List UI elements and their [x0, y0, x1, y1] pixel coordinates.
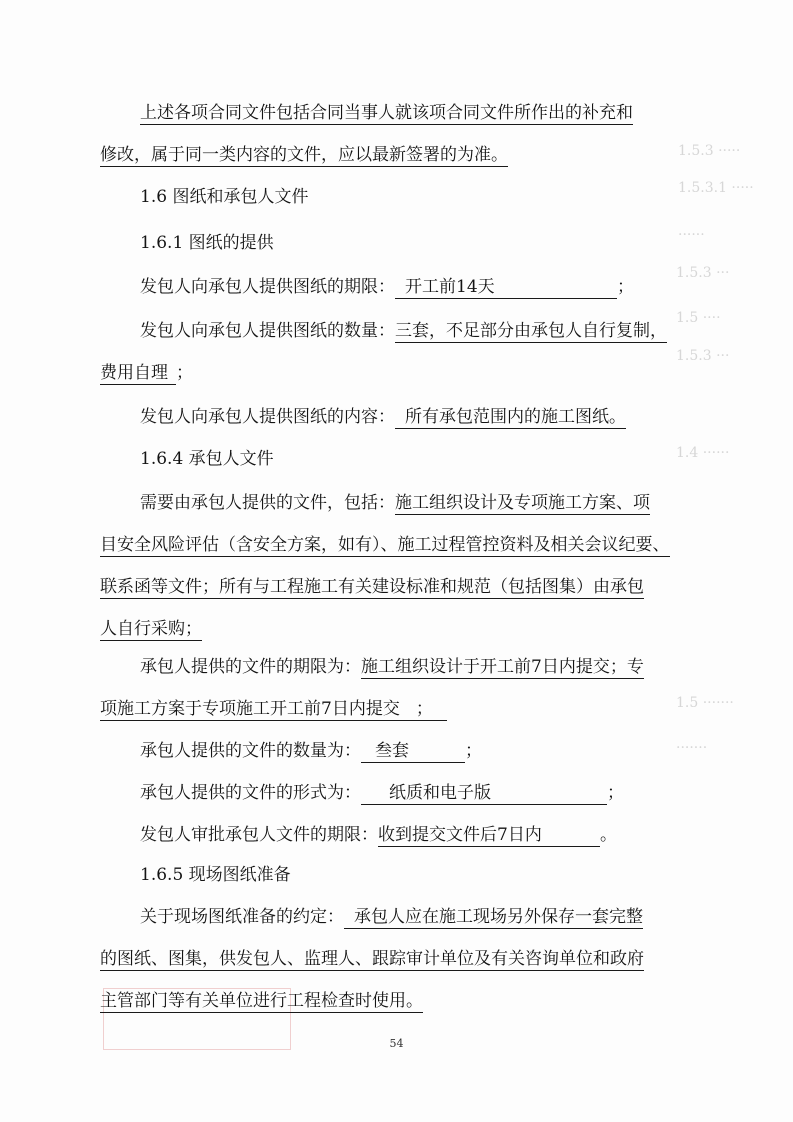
docs-quantity-row: 承包人提供的文件的数量为： 叁套 ； [140, 741, 482, 761]
drawing-quantity-value: 三套，不足部分由承包人自行复制， [395, 321, 667, 341]
docs-quantity-value: 叁套 [361, 741, 465, 763]
section-heading-1-6-5: 1.6.5 现场图纸准备 [140, 865, 291, 885]
page-number: 54 [389, 1037, 404, 1050]
site-drawing-agreement-row-3: 主管部门等有关单位进行工程检查时使用。 [100, 991, 423, 1011]
docs-form-row: 承包人提供的文件的形式为： 纸质和电子版 ； [140, 783, 624, 803]
drawing-quantity-row-2: 费用自理 ； [100, 363, 193, 383]
drawing-period-value: 开工前14天 [395, 277, 617, 299]
intro-line-2: 修改，属于同一类内容的文件，应以最新签署的为准。 [100, 145, 508, 165]
drawing-period-row: 发包人向承包人提供图纸的期限： 开工前14天 ； [140, 277, 634, 297]
docs-approval-row: 发包人审批承包人文件的期限：收到提交文件后7日内 。 [140, 825, 617, 845]
contractor-docs-row: 需要由承包人提供的文件，包括：施工组织设计及专项施工方案、项 [140, 493, 650, 513]
docs-form-value: 纸质和电子版 [361, 783, 607, 805]
site-drawing-agreement-row: 关于现场图纸准备的约定： 承包人应在施工现场另外保存一套完整 [140, 907, 643, 927]
docs-approval-value: 收到提交文件后7日内 [378, 825, 600, 847]
contractor-docs-row-4: 人自行采购； [100, 619, 202, 639]
drawing-quantity-row: 发包人向承包人提供图纸的数量：三套，不足部分由承包人自行复制， [140, 321, 667, 341]
section-heading-1-6-4: 1.6.4 承包人文件 [140, 449, 274, 469]
intro-line-1: 上述各项合同文件包括合同当事人就该项合同文件所作出的补充和 [140, 103, 633, 123]
drawing-content-value: 所有承包范围内的施工图纸。 [395, 407, 626, 429]
site-drawing-agreement-row-2: 的图纸、图集，供发包人、监理人、跟踪审计单位及有关咨询单位和政府 [100, 949, 644, 969]
contractor-docs-row-3: 联系函等文件；所有与工程施工有关建设标准和规范（包括图集）由承包 [100, 577, 644, 597]
section-heading-1-6-1: 1.6.1 图纸的提供 [140, 233, 274, 253]
docs-deadline-row: 承包人提供的文件的期限为：施工组织设计于开工前7日内提交；专 [140, 657, 644, 677]
contractor-docs-row-2: 目安全风险评估（含安全方案，如有）、施工过程管控资料及相关会议纪要、 [100, 535, 670, 555]
docs-deadline-row-2: 项施工方案于专项施工开工前7日内提交 ； [100, 698, 700, 721]
drawing-content-row: 发包人向承包人提供图纸的内容： 所有承包范围内的施工图纸。 [140, 407, 626, 427]
section-heading-1-6: 1.6 图纸和承包人文件 [140, 187, 309, 207]
